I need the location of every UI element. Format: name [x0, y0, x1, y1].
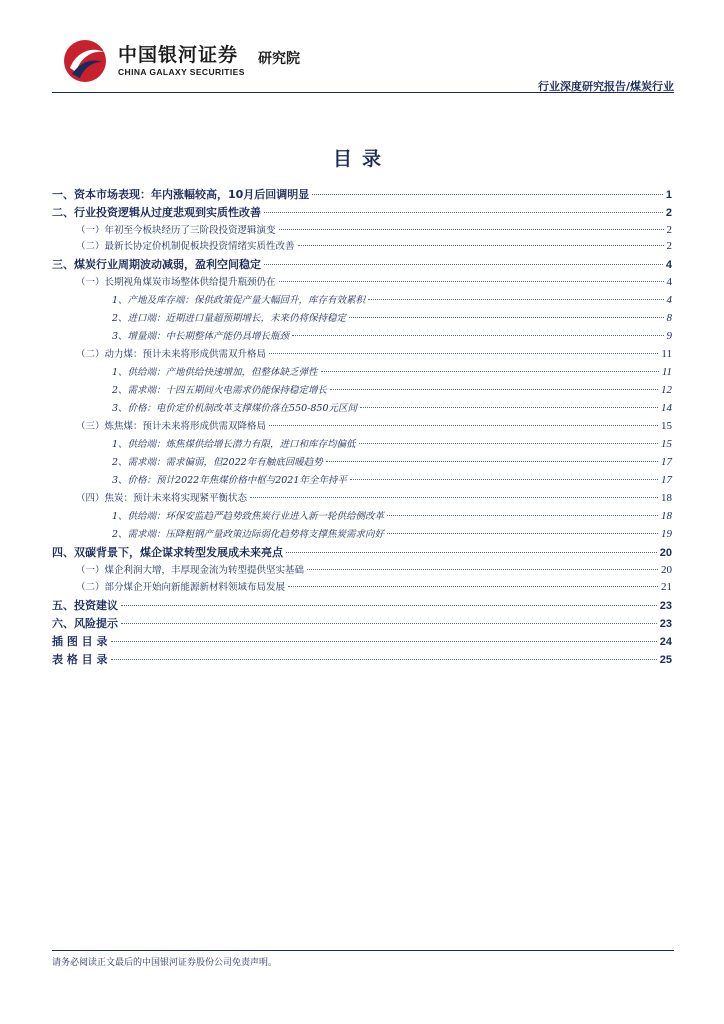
toc-entry-level-2[interactable]: [76, 418, 672, 432]
toc-page-number: 2: [665, 207, 672, 219]
toc-page-number: 14: [661, 402, 672, 414]
toc-dot-leader: [111, 641, 657, 642]
toc-dot-leader: [349, 317, 663, 318]
toc-page-number: 18: [661, 510, 672, 522]
toc-page-number: 2: [666, 224, 672, 236]
toc-page-number: 20: [659, 547, 672, 559]
toc-dot-leader: [298, 245, 664, 246]
toc-entry-level-1[interactable]: [52, 597, 672, 613]
toc-entry-level-1[interactable]: [52, 633, 672, 649]
toc-dot-leader: [286, 552, 657, 553]
toc-entry-level-3[interactable]: [112, 472, 672, 486]
toc-entry-title: （二）部分煤企开始向新能源新材料领域布局发展: [76, 582, 286, 593]
toc-dot-leader: [312, 194, 663, 195]
footer-divider: [52, 950, 674, 951]
toc-entry-title: 四、双碳背景下，煤企谋求转型发展成未来亮点: [52, 546, 283, 559]
document-type: 行业深度研究报告/煤炭行业: [537, 80, 674, 93]
toc-entry-title: 2、需求端：十四五期间火电需求仍能保持稳定增长: [112, 385, 328, 396]
toc-entry-title: 三、煤炭行业周期波动减弱，盈利空间稳定: [52, 258, 261, 271]
toc-entry-level-3[interactable]: [112, 526, 672, 540]
toc-page-number: 23: [659, 618, 672, 630]
toc-entry-level-3[interactable]: [112, 508, 672, 522]
toc-dot-leader: [330, 389, 658, 390]
toc-page-number: 19: [661, 528, 672, 540]
toc-page-number: 4: [666, 276, 672, 288]
toc-page-number: 1: [665, 189, 672, 201]
header-divider: [52, 92, 674, 93]
toc-entry-title: 六、风险提示: [52, 617, 118, 630]
galaxy-logo-icon: [62, 38, 108, 84]
toc-entry-title: 1、产地及库存端：保供政策促产量大幅回升，库存有效累积: [112, 295, 366, 306]
toc-entry-level-3[interactable]: [112, 454, 672, 468]
toc-entry-title: 1、供给端：炼焦煤供给增长潜力有限，进口和库存均偏低: [112, 439, 356, 450]
toc-dot-leader: [292, 335, 663, 336]
toc-dot-leader: [387, 533, 658, 534]
toc-entry-level-2[interactable]: [76, 579, 672, 593]
toc-dot-leader: [350, 479, 658, 480]
toc-dot-leader: [250, 497, 658, 498]
toc-entry-title: 3、增量端：中长期整体产能仍具增长瓶颈: [112, 331, 290, 342]
toc-dot-leader: [321, 371, 659, 372]
toc-page-number: 4: [665, 259, 672, 271]
toc-dot-leader: [111, 659, 657, 660]
toc-page-number: 12: [661, 384, 672, 396]
toc-entry-title: 一、资本市场表现：年内涨幅较高，10月后回调明显: [52, 188, 310, 201]
toc-dot-leader: [269, 353, 658, 354]
toc-entry-level-3[interactable]: [112, 310, 672, 324]
toc-entry-level-1[interactable]: [52, 651, 672, 667]
toc-entry-level-1[interactable]: [52, 256, 672, 272]
toc-dot-leader: [288, 586, 658, 587]
toc-page-number: 4: [666, 294, 672, 306]
toc-entry-title: 3、价格：电价定价机制改革支撑煤价落在550-850元区间: [112, 403, 358, 414]
toc-dot-leader: [279, 281, 664, 282]
toc-dot-leader: [360, 407, 658, 408]
toc-page-number: 20: [661, 564, 672, 576]
toc-page-number: 24: [659, 636, 672, 648]
toc-page-number: 21: [661, 581, 672, 593]
toc-entry-title: 1、供给端：产地供给快速增加，但整体缺乏弹性: [112, 367, 318, 378]
toc-entry-level-2[interactable]: [76, 238, 672, 252]
toc-entry-level-3[interactable]: [112, 292, 672, 306]
toc-dot-leader: [326, 461, 658, 462]
toc-entry-title: 2、需求端：需求偏弱，但2022年有触底回暖趋势: [112, 457, 323, 468]
toc-page-number: 15: [661, 420, 672, 432]
toc-page-number: 25: [659, 654, 672, 666]
toc-dot-leader: [359, 443, 658, 444]
toc-dot-leader: [387, 515, 658, 516]
toc-page-number: 9: [666, 330, 672, 342]
toc-entry-title: （一）长期视角煤炭市场整体供给提升瓶颈仍在: [76, 277, 276, 288]
toc-dot-leader: [269, 425, 658, 426]
toc-dot-leader: [121, 623, 657, 624]
toc-entry-level-3[interactable]: [112, 436, 672, 450]
toc-dot-leader: [368, 299, 663, 300]
toc-entry-level-3[interactable]: [112, 400, 672, 414]
toc-entry-title: 2、需求端：压降粗钢产量政策边际弱化趋势将支撑焦炭需求向好: [112, 529, 385, 540]
institute-label: 研究院: [258, 51, 300, 67]
toc-page-number: 11: [661, 348, 672, 360]
toc-entry-level-1[interactable]: [52, 615, 672, 631]
toc-entry-title: （一）年初至今板块经历了三阶段投资逻辑演变: [76, 225, 276, 236]
toc-page-number: 17: [661, 474, 672, 486]
toc-dot-leader: [264, 264, 663, 265]
toc-entry-title: （四）焦炭：预计未来将实现紧平衡状态: [76, 493, 248, 504]
page-header: [52, 34, 674, 92]
toc-entry-level-2[interactable]: [76, 490, 672, 504]
toc-dot-leader: [279, 229, 664, 230]
toc-entry-title: 2、进口端：近期进口量超预期增长，未来仍将保持稳定: [112, 313, 347, 324]
toc-dot-leader: [121, 605, 657, 606]
toc-page-number: 11: [661, 366, 672, 378]
toc-entry-level-1[interactable]: [52, 544, 672, 560]
toc-entry-level-2[interactable]: [76, 346, 672, 360]
toc-entry-title: 3、价格：预计2022年焦煤价格中枢与2021年全年持平: [112, 475, 347, 486]
toc-entry-title: （二）动力煤：预计未来将形成供需双升格局: [76, 349, 267, 360]
toc-dot-leader: [264, 212, 663, 213]
footer-disclaimer: 请务必阅读正文最后的中国银河证券股份公司免责声明。: [52, 958, 278, 968]
toc-entry-level-1[interactable]: [52, 204, 672, 220]
toc-page-number: 17: [661, 456, 672, 468]
toc-page-number: 23: [659, 600, 672, 612]
toc-entry-level-2[interactable]: [76, 222, 672, 236]
toc-entry-level-2[interactable]: [76, 562, 672, 576]
toc-entry-level-3[interactable]: [112, 328, 672, 342]
toc-entry-level-3[interactable]: [112, 382, 672, 396]
toc-entry-title: （三）炼焦煤：预计未来将形成供需双降格局: [76, 421, 267, 432]
toc-entry-title: 表 格 目 录: [52, 653, 108, 666]
toc-page-number: 2: [666, 240, 672, 252]
toc-entry-level-1[interactable]: [52, 186, 672, 202]
toc-dot-leader: [307, 569, 658, 570]
toc-page-number: 15: [661, 438, 672, 450]
toc-entry-level-3[interactable]: [112, 364, 672, 378]
toc-page-number: 8: [666, 312, 672, 324]
brand-name-en: CHINA GALAXY SECURITIES: [118, 67, 245, 77]
brand-name-cn: 中国银河证券: [118, 44, 239, 66]
toc-entry-title: （一）煤企利润大增，丰厚现金流为转型提供坚实基础: [76, 565, 305, 576]
toc-entry-level-2[interactable]: [76, 274, 672, 288]
toc-entry-title: 五、投资建议: [52, 599, 118, 612]
toc-entry-title: 二、行业投资逻辑从过度悲观到实质性改善: [52, 206, 261, 219]
toc-page-number: 18: [661, 492, 672, 504]
toc-entry-title: 插 图 目 录: [52, 635, 108, 648]
toc-entry-title: （二）最新长协定价机制促板块投资情绪实质性改善: [76, 241, 295, 252]
toc-entry-title: 1、供给端：环保安监趋严趋势致焦炭行业进入新一轮供给侧改革: [112, 511, 385, 522]
toc-title: 目录: [332, 148, 391, 170]
